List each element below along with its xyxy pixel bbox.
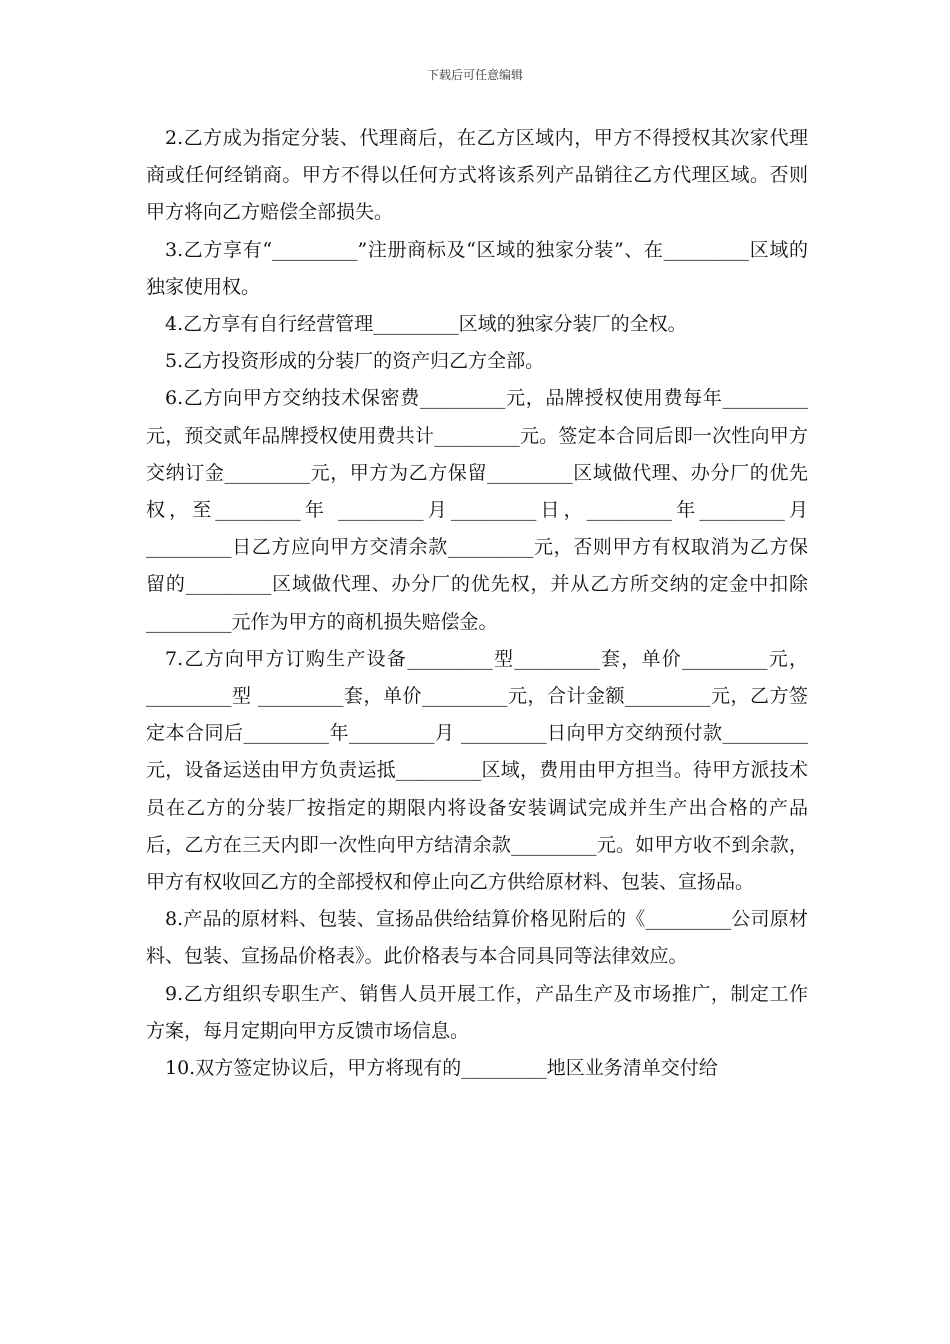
clause-3: 3.乙方享有“_________”注册商标及“区域的独家分装”、在_________区域的独家使用权。 [146, 238, 808, 298]
contract-body [146, 120, 808, 1087]
clause-9: 9.乙方组织专职生产、销售人员开展工作，产品生产及市场推广，制定工作方案，每月定期向甲方反馈市场信息。 [146, 982, 808, 1042]
clause-8: 8.产品的原材料、包装、宣扬品供给结算价格见附后的《_________公司原材料、包装、宣扬品价格表》。此价格表与本合同具同等法律效应。 [146, 908, 808, 968]
clause-7: 7.乙方向甲方订购生产设备_________型_________套，单价_________元，_________型 _________套，单价_________元，合计金额_________元，乙方签定本合同后_________年_________月 _________日向甲方交纳预付款_________元，设备运送由甲方负责运抵_________区域，费用由甲方担当。待甲方派技术员在乙方的分装厂按指定的期限内将设备安装调试完成并生产出合格的产品后，乙方在三天内即一次性向甲方结清余款_________元。如甲方收不到余款，甲方有权收回乙方的全部授权和停止向乙方供给原材料、包装、宣扬品。 [146, 647, 808, 894]
clause-6: 6.乙方向甲方交纳技术保密费_________元，品牌授权使用费每年_________元，预交贰年品牌授权使用费共计_________元。签定本合同后即一次性向甲方交纳订金_________元，甲方为乙方保留_________区域做代理、办分厂的优先权，至_________年 _________月_________日，_________年_________月_________日乙方应向甲方交清余款_________元，否则甲方有权取消为乙方保留的_________区域做代理、办分厂的优先权，并从乙方所交纳的定金中扣除_________元作为甲方的商机损失赔偿金。 [146, 387, 808, 633]
page-header: 下载后可任意编辑 [426, 68, 523, 82]
clause-5: 5.乙方投资形成的分装厂的资产归乙方全部。 [165, 350, 545, 373]
clause-4: 4.乙方享有自行经营管理_________区域的独家分装厂的全权。 [165, 313, 687, 336]
clause-10: 10.双方签定协议后，甲方将现有的_________地区业务清单交付给 [165, 1057, 718, 1080]
clause-2: 2.乙方成为指定分装、代理商后，在乙方区域内，甲方不得授权其次家代理商或任何经销商。甲方不得以任何方式将该系列产品销往乙方代理区域。否则甲方将向乙方赔偿全部损失。 [146, 127, 808, 224]
